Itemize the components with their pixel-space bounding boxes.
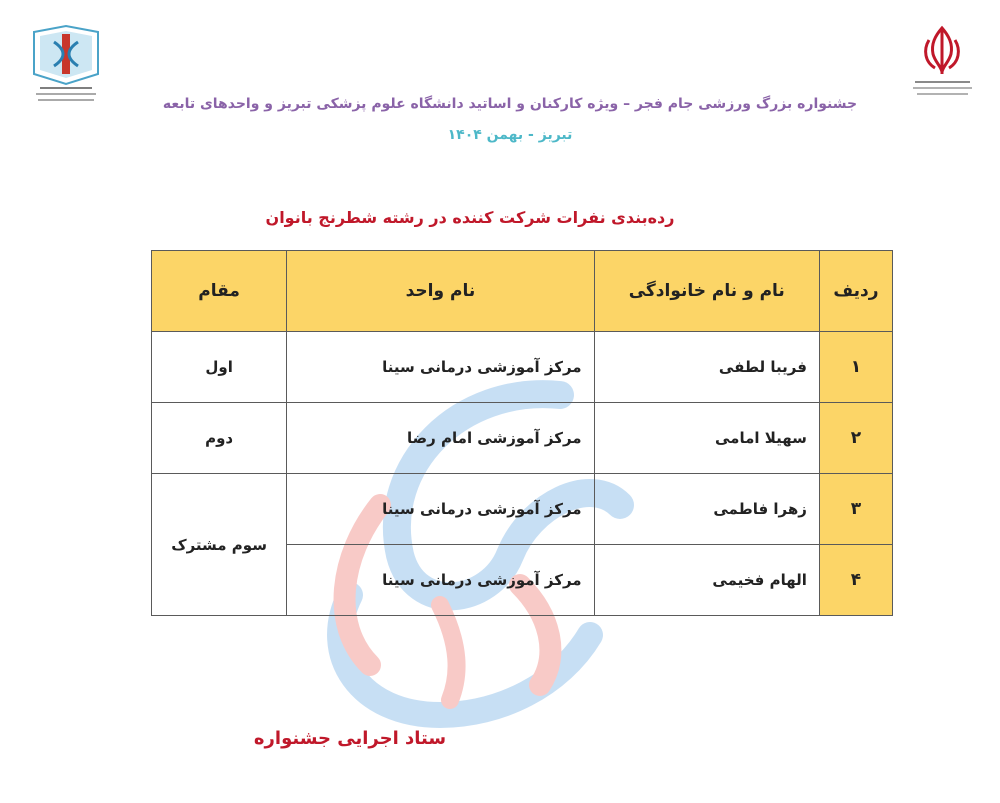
table-header-row bbox=[152, 251, 893, 332]
rank-cell: ۱ bbox=[819, 332, 892, 403]
header-title: جشنواره بزرگ ورزشی جام فجر – ویژه کارکنان و اساتید دانشگاه علوم پزشکی تبریز و واحدهای تابعه bbox=[162, 96, 858, 112]
name-cell: فریبا لطفی bbox=[594, 332, 819, 403]
header-name: نام و نام خانوادگی bbox=[594, 251, 819, 332]
rank-cell: ۲ bbox=[819, 403, 892, 474]
unit-cell: مرکز آموزشی درمانی سینا bbox=[287, 474, 594, 545]
place-cell: دوم bbox=[152, 403, 287, 474]
table-row bbox=[152, 332, 893, 403]
place-cell: اول bbox=[152, 332, 287, 403]
ranking-table bbox=[151, 250, 893, 616]
name-cell: زهرا فاطمی bbox=[594, 474, 819, 545]
rank-cell: ۴ bbox=[819, 545, 892, 616]
unit-cell: مرکز آموزشی درمانی سینا bbox=[287, 332, 594, 403]
unit-cell: مرکز آموزشی درمانی سینا bbox=[287, 545, 594, 616]
name-cell: سهیلا امامی bbox=[594, 403, 819, 474]
table-row bbox=[152, 403, 893, 474]
header-unit: نام واحد bbox=[287, 251, 594, 332]
iran-emblem-icon bbox=[905, 22, 980, 102]
place-cell-shared: سوم مشترک bbox=[152, 474, 287, 616]
footer-signature: ستاد اجرایی جشنواره bbox=[253, 728, 447, 749]
unit-cell: مرکز آموزشی امام رضا bbox=[287, 403, 594, 474]
header-place: مقام bbox=[152, 251, 287, 332]
name-cell: الهام فخیمی bbox=[594, 545, 819, 616]
rank-cell: ۳ bbox=[819, 474, 892, 545]
university-logo-icon bbox=[26, 22, 106, 112]
table-title: رده‌بندی نفرات شرکت کننده در رشته شطرنج بانوان bbox=[265, 208, 675, 227]
table-row bbox=[152, 474, 893, 545]
header-subtitle: تبریز - بهمن ۱۴۰۴ bbox=[447, 127, 573, 143]
header-rank: ردیف bbox=[819, 251, 892, 332]
